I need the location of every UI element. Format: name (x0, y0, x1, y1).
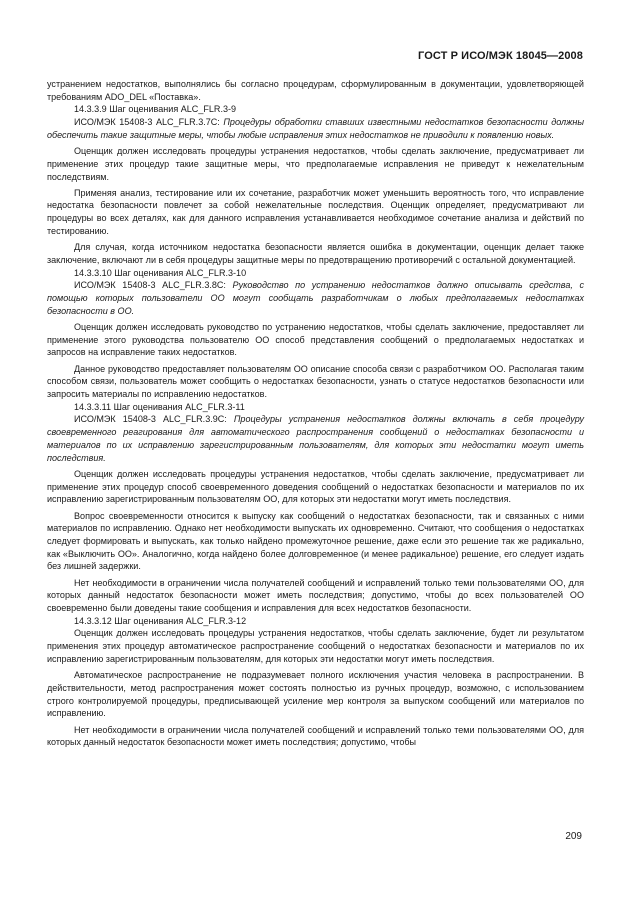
page-number: 209 (565, 831, 582, 842)
body-text (47, 78, 584, 749)
paragraph: Автоматическое распространение не подразумевает полного исключения участия человека в распространении. В действительности, метод распространения может состоять полностью из ручных процедур, возможно, с использованием строго контролируемой процедуры, предписывающей усиление мер контроля за выпуском сообщений или материалов по исправлению. (47, 670, 584, 719)
requirement-ref: ИСО/МЭК 15408-3 ALC_FLR.3.8С: (74, 280, 233, 291)
paragraph: Нет необходимости в ограничении числа получателей сообщений и исправлений только теми пользователями ОО, для которых данный недостаток безопасности может иметь последствия; допустимо, чтобы (47, 724, 584, 748)
section-heading: 14.3.3.12 Шаг оценивания ALC_FLR.3-12 (74, 615, 247, 626)
paragraph: устранением недостатков, выполнялись бы согласно процедурам, сформулированным в документации, удовлетворяющей требованиям ADO_DEL «Поставка». (47, 79, 584, 102)
requirement-text: Процедуры устранения недостатков должны включать в себя процедуру своевременного реагирования для автоматического распространения сообщений о недостатках безопасности и материалов по их исправлению зарегистрированным пользователям, для которых эти недостатки могут иметь последствия. (47, 414, 585, 463)
standard-header: ГОСТ Р ИСО/МЭК 18045—2008 (418, 50, 583, 62)
requirement-paragraph (47, 116, 584, 141)
requirement-ref: ИСО/МЭК 15408-3 ALC_FLR.3.9С: (74, 414, 234, 425)
paragraph: Вопрос своевременности относится к выпуску как сообщений о недостатках безопасности, так и связанных с ними материалов по исправлению. Однако нет необходимости выпускать их одновременно. Считают, что сообщения о недостатках следует формировать и выпускать, как только найдено промежуточное решение, даже если это решение так же радикально, как «Выключить ОО». Аналогично, когда найдено более долговременное (и менее радикальное) решение, его следует издать без лишней задержки. (47, 510, 584, 572)
requirement-text: Процедуры обработки ставших известными недостатков безопасности должны обеспечить такие защитные меры, чтобы любые исправления этих недостатков не приводили к появлению новых. (47, 117, 584, 140)
requirement-paragraph (47, 279, 584, 317)
section-heading: 14.3.3.11 Шаг оценивания ALC_FLR.3-11 (74, 401, 245, 412)
requirement-paragraph (47, 413, 584, 464)
paragraph: Оценщик должен исследовать процедуры устранения недостатков, чтобы сделать заключение, будет ли результатом применения этих процедур автоматическое распространение сообщений о недостатках безопасности и материалов по их исправлению зарегистрированным пользователям, для которых эти недостатки могут иметь последствия. (47, 628, 584, 664)
paragraph: Оценщик должен исследовать процедуры устранения недостатков, чтобы сделать заключение, предусматривает ли применение этих процедур такие защитные меры, что предполагаемые исправления не приведут к нежелательным последствиям. (47, 146, 584, 182)
paragraph: Нет необходимости в ограничении числа получателей сообщений и исправлений только теми пользователями ОО, для которых данный недостаток безопасности может иметь последствия; допустимо, чтобы до всех пользователей ОО своевременно были доведены такие сообщения и исправления для всех недостатков безопасности. (47, 577, 584, 614)
section-heading: 14.3.3.10 Шаг оценивания ALC_FLR.3-10 (74, 267, 247, 278)
paragraph: Данное руководство предоставляет пользователям ОО описание способа связи с разработчиком ОО. Располагая таким способом связи, пользователь может сообщить о недостатках безопасности, узнать о статусе недостатков безопасности или запросить материалы по исправлению недостатков. (47, 363, 584, 400)
paragraph: Для случая, когда источником недостатка безопасности является ошибка в документации, оценщик делает также заключение, включают ли в себя процедуры защитные меры по предотвращению противоречий с остальной документацией. (47, 242, 584, 265)
paragraph: Оценщик должен исследовать процедуры устранения недостатков, чтобы сделать заключение, предусматривает ли применение этих процедур способ своевременного доведения сообщений о недостатках безопасности и материалов по их исправлению зарегистрированным пользователям ОО, для которых эти недостатки могут иметь последствия. (47, 468, 584, 505)
paragraph: Применяя анализ, тестирование или их сочетание, разработчик может уменьшить вероятность того, что исправление недостатка безопасности повлечет за собой нежелательные последствия. Оценщик определяет, предусматривают ли процедуры во всех деталях, как для данного исправления устанавливается необходимое сочетание анализа и действий по тестированию. (47, 187, 584, 236)
requirement-text: Руководство по устранению недостатков должно описывать средства, с помощью которых пользователи ОО могут сообщать разработчикам о любых предполагаемых недостатках безопасности в ОО. (47, 280, 584, 316)
paragraph: Оценщик должен исследовать руководство по устранению недостатков, чтобы сделать заключение, предоставляет ли применение этого руководства пользователю ОО способ представления сообщений о предполагаемых недостатках и запросов на исправление таких недостатков. (47, 321, 584, 358)
section-heading: 14.3.3.9 Шаг оценивания ALC_FLR.3-9 (74, 104, 237, 115)
requirement-ref: ИСО/МЭК 15408-3 ALC_FLR.3.7С: (74, 117, 224, 128)
